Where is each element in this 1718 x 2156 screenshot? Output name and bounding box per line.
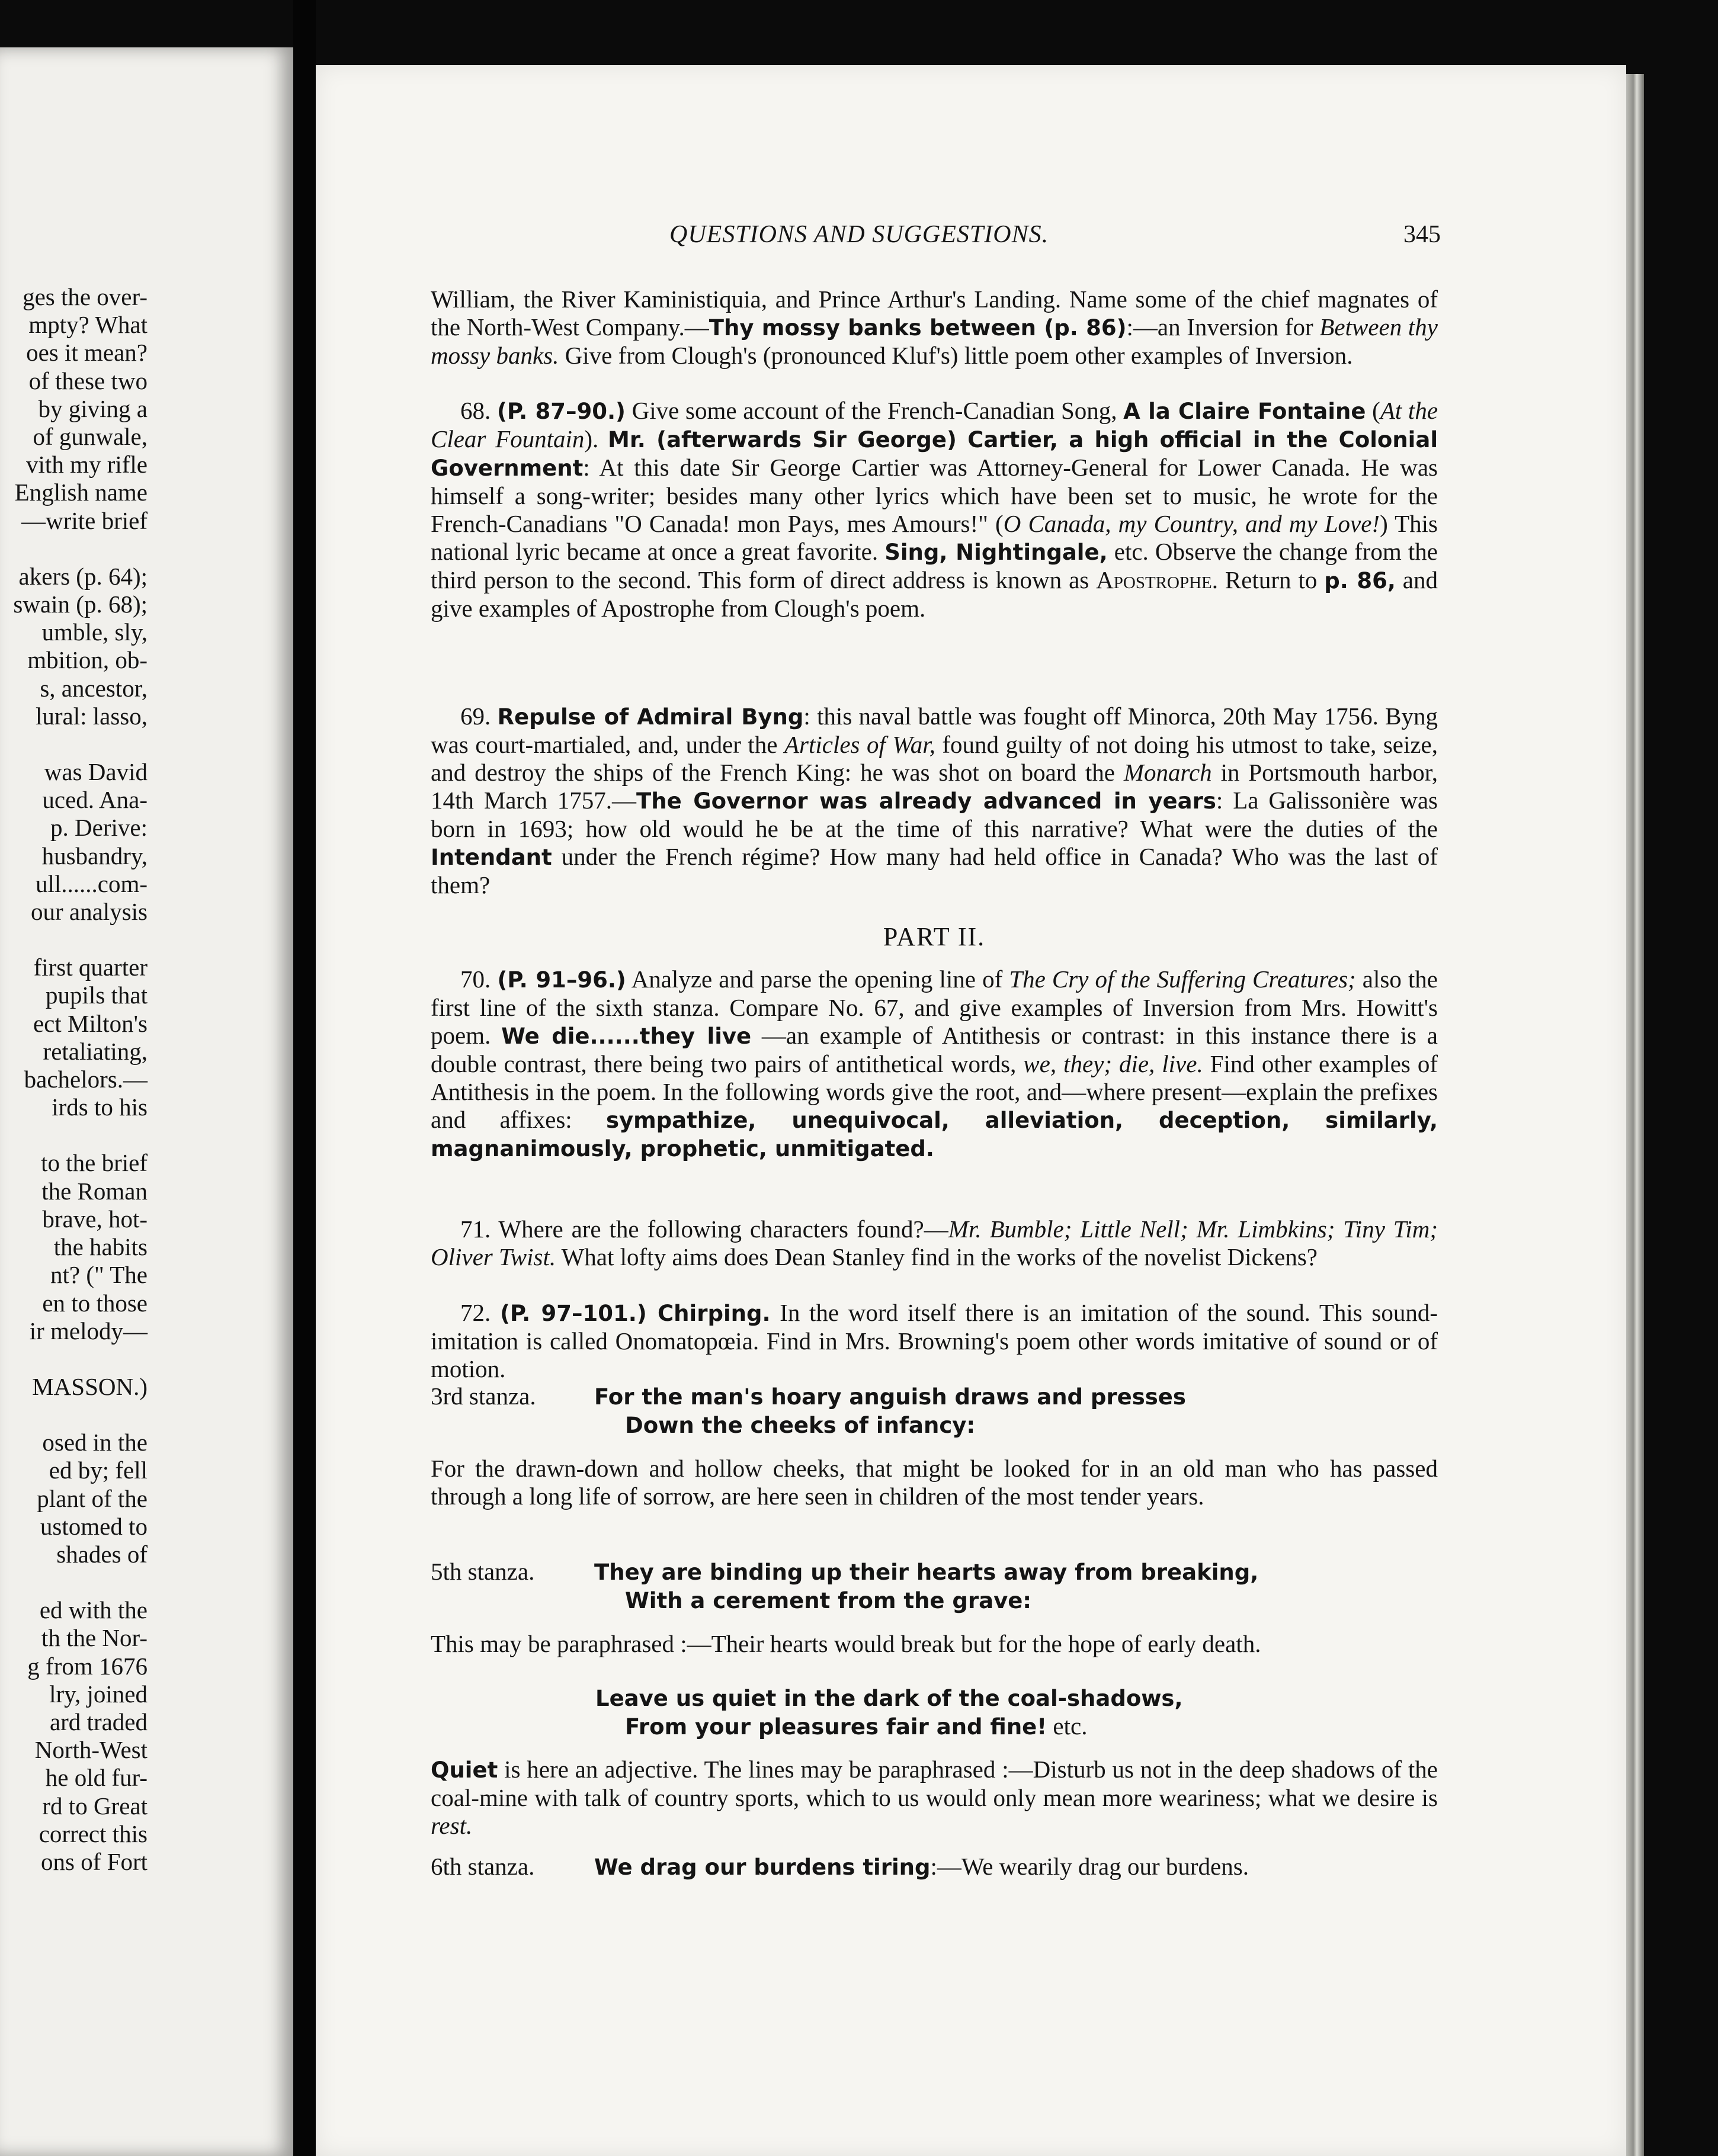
left-page-gap: [0, 926, 148, 954]
left-page-line: vith my rifle: [26, 451, 148, 479]
paragraph-69: [431, 702, 1438, 899]
left-page-line: ed with the: [39, 1596, 148, 1624]
left-page-line: he old fur-: [45, 1764, 148, 1792]
left-page-line: mbition, ob-: [27, 646, 148, 674]
left-page-line: pupils that: [46, 981, 148, 1009]
left-page-line: oes it mean?: [26, 339, 148, 367]
text-span: —an example of Antithesis or contrast: in this instance there is a double contrast, there being two pairs of antithetical words,: [431, 1022, 1438, 1077]
stanza-6: [431, 1853, 1438, 1881]
left-page-line: ect Milton's: [33, 1009, 148, 1037]
left-page-line: ges the over-: [23, 283, 148, 310]
bold-span: The Governor was already advanced in years: [636, 788, 1216, 814]
paragraph-number: 70.: [460, 965, 498, 993]
left-page-line: uced. Ana-: [42, 786, 148, 814]
left-page-gap: [0, 535, 148, 563]
text-span: : this naval battle was fought off Minorca, 20th May 1756. Byng was court-martialed, and, under the: [431, 702, 1438, 758]
left-page-line: of these two: [28, 367, 148, 394]
text-span: : At this date Sir George Cartier was Attorney-General for Lower Canada. He was himself a song-writer; besides many other lyrics which have been set to music, he wrote for the French-Canadians "O Canada! mon Pays, mes Amours!" (: [431, 454, 1438, 537]
paragraph-number: 72.: [460, 1299, 500, 1326]
text-span: William, the River Kaministiquia, and Prince Arthur's Landing. Name some of the chief magnates of the North-West Company.—: [431, 285, 1438, 341]
text-span: ) This national lyric became at once a great favorite.: [431, 510, 1438, 565]
left-page-text-fragments: [0, 283, 148, 1876]
paragraph-70: [431, 965, 1438, 1163]
book-gutter: [293, 0, 316, 2156]
left-page-gap: [0, 1401, 148, 1429]
part-heading: PART II.: [883, 922, 986, 951]
stanza-3-quote: [431, 1382, 1438, 1439]
paragraph-number: 69.: [460, 702, 498, 730]
bold-span: Quiet: [431, 1757, 498, 1783]
bold-span: (P. 91–96.): [497, 967, 626, 993]
left-page-line: nt? (" The: [50, 1261, 148, 1289]
italic-span: O Canada, my Country, and my Love!: [1003, 510, 1380, 537]
text-span: :—We wearily drag our burdens.: [930, 1853, 1249, 1880]
small-caps-span: Apostrophe.: [1096, 566, 1219, 593]
bold-span: We die......they live: [501, 1024, 752, 1049]
text-span: found guilty of not doing his utmost to take, seize, and destroy the ships of the French King: he was shot on board the: [431, 731, 1438, 786]
stanza-5-quote: [431, 1558, 1438, 1615]
italic-span: we, they; die, live.: [1023, 1050, 1203, 1077]
verse-line: They are binding up their hearts away from breaking,: [594, 1560, 1259, 1585]
paragraph-71: [431, 1215, 1438, 1271]
left-page-line: MASSON.): [32, 1372, 148, 1400]
left-page-line: English name: [14, 479, 148, 506]
text-span: and give examples of Apostrophe from Clough's poem.: [431, 566, 1438, 622]
left-page-line: brave, hot-: [42, 1205, 148, 1233]
left-page-gap: [0, 730, 148, 758]
bold-span: Repulse of Admiral Byng: [497, 704, 804, 730]
left-page-line: ons of Fort: [41, 1847, 148, 1875]
left-page-line: plant of the: [37, 1484, 148, 1512]
bold-span: Thy mossy banks between (p. 86): [709, 315, 1127, 341]
left-page-line: ir melody—: [29, 1317, 148, 1345]
left-page-line: lural: lasso,: [35, 702, 148, 730]
text-span: Analyze and parse the opening line of: [626, 965, 1009, 993]
left-page-line: North-West: [34, 1736, 148, 1764]
text-span: Where are the following characters found?—: [498, 1215, 948, 1243]
page-header: [669, 220, 1441, 250]
left-page-line: ed by; fell: [49, 1456, 148, 1484]
left-page-line: bachelors.—: [24, 1066, 148, 1093]
left-page-line: our analysis: [31, 898, 148, 926]
left-facing-page: [0, 47, 293, 2156]
bold-span: p. 86,: [1324, 568, 1396, 593]
verse-line: Leave us quiet in the dark of the coal-shadows,: [595, 1686, 1183, 1711]
stanza-label: 3rd stanza.: [431, 1382, 536, 1410]
paragraph-67-continued: [431, 285, 1438, 370]
bold-span: A la Claire Fontaine: [1123, 399, 1366, 424]
italic-span: At the Clear Fountain: [431, 397, 1438, 453]
paragraph-number: 71.: [460, 1215, 499, 1243]
text-span: also the first line of the sixth stanza. Compare No. 67, and give examples of Inversion from Mrs. Howitt's poem.: [431, 965, 1438, 1049]
italic-span: Monarch: [1123, 759, 1212, 786]
left-page-line: g from 1676: [27, 1652, 148, 1680]
text-span: Return to: [1218, 566, 1325, 593]
etc-text: etc.: [1047, 1712, 1088, 1740]
left-page-line: rd to Great: [42, 1792, 148, 1820]
text-span: in Portsmouth harbor, 14th March 1757.—: [431, 759, 1438, 814]
running-title: QUESTIONS AND SUGGESTIONS.: [669, 221, 1049, 248]
text-span: Give some account of the French-Canadian Song,: [625, 397, 1124, 424]
verse-line: For the man's hoary anguish draws and presses: [594, 1384, 1186, 1410]
left-page-line: swain (p. 68);: [13, 591, 148, 618]
left-page-line: retaliating,: [43, 1037, 148, 1065]
paragraph-68: [431, 397, 1438, 623]
text-span: Give from Clough's (pronounced Kluf's) little poem other examples of Inversion.: [559, 342, 1353, 369]
left-page-line: first quarter: [33, 954, 148, 981]
text-span: under the French régime? How many had held office in Canada? Who was the last of them?: [431, 843, 1438, 899]
text-span: :—an Inversion for: [1126, 313, 1320, 341]
bold-span: Mr. (afterwards Sir George) Cartier, a high official in the Colonial Government: [431, 427, 1438, 481]
stanza-label: 6th stanza.: [431, 1853, 535, 1880]
left-page-line: p. Derive:: [50, 814, 148, 842]
verse-line: From your pleasures fair and fine!: [625, 1714, 1047, 1740]
text-span: In the word itself there is an imitation of the sound. This sound-imitation is called Onomatopœia. Find in Mrs. Browning's poem other words imitative of sound or of motion.: [431, 1299, 1438, 1382]
text-span: (: [1366, 397, 1380, 424]
left-page-line: irds to his: [52, 1093, 148, 1121]
left-page-gap: [0, 1345, 148, 1373]
text-span: What lofty aims does Dean Stanley find in the works of the novelist Dickens?: [556, 1243, 1318, 1270]
left-page-line: ull......com-: [35, 870, 148, 897]
left-page-line: th the Nor-: [41, 1624, 148, 1652]
verse-line: We drag our burdens tiring: [594, 1855, 931, 1880]
italic-span: The Cry of the Suffering Creatures;: [1009, 965, 1356, 993]
italic-span: Articles of War,: [784, 731, 935, 758]
paragraph-72: [431, 1299, 1438, 1383]
bold-span: (P. 97–101.) Chirping.: [499, 1301, 771, 1326]
bold-span: sympathize, unequivocal, alleviation, deception, similarly, magnanimously, prophetic, unmitigated.: [431, 1108, 1438, 1162]
left-page-line: by giving a: [38, 394, 148, 422]
bold-span: Intendant: [431, 845, 552, 870]
italic-span: Mr. Bumble; Little Nell; Mr. Limbkins; Tiny Tim; Oliver Twist.: [431, 1215, 1438, 1270]
left-page-line: shades of: [56, 1540, 148, 1568]
verse-line: Down the cheeks of infancy:: [625, 1413, 976, 1438]
page-edge: [1626, 74, 1644, 2156]
text-span: ).: [584, 425, 608, 453]
left-page-line: husbandry,: [41, 842, 148, 870]
italic-span: Between thy mossy banks.: [431, 313, 1438, 369]
verse-line: With a cerement from the grave:: [625, 1588, 1032, 1613]
left-page-line: akers (p. 64);: [18, 562, 148, 590]
stanza-label: 5th stanza.: [431, 1558, 535, 1585]
stanza-5-quote-2: [431, 1685, 1438, 1741]
text-span: etc. Observe the change from the third person to the second. This form of direct address is known as: [431, 538, 1438, 593]
left-page-line: mpty? What: [28, 311, 148, 339]
stanza-5-note: [431, 1630, 1438, 1658]
left-page-line: en to those: [42, 1289, 148, 1317]
left-page-line: —write brief: [21, 506, 148, 534]
note-text: For the drawn-down and hollow cheeks, that might be looked for in an old man who has passed through a long life of sorrow, are here seen in children of the most tender years.: [431, 1455, 1438, 1510]
bold-span: Sing, Nightingale,: [884, 540, 1108, 565]
note-text: This may be paraphrased :—Their hearts would break but for the hope of early death.: [431, 1630, 1261, 1657]
left-page-line: to the brief: [41, 1149, 148, 1177]
bold-span: (P. 87–90.): [496, 399, 626, 424]
page-number: 345: [1403, 221, 1441, 248]
left-page-line: umble, sly,: [41, 618, 148, 646]
text-span: : La Galissonière was born in 1693; how old would he be at the time of this narrative? What were the duties of the: [431, 787, 1438, 842]
left-page-line: the Roman: [41, 1177, 148, 1205]
left-page-line: of gunwale,: [33, 423, 148, 451]
left-page-gap: [0, 1568, 148, 1596]
left-page-line: the habits: [53, 1233, 148, 1261]
left-page-line: osed in the: [42, 1429, 148, 1456]
left-page-line: ustomed to: [40, 1512, 148, 1540]
left-page-line: ard traded: [49, 1708, 148, 1735]
text-span: is here an adjective. The lines may be paraphrased :—Disturb us not in the deep shadows of the coal-mine with talk of country sports, which to us would only mean more weariness; what we desire is: [431, 1756, 1438, 1811]
stanza-3-note: [431, 1455, 1438, 1510]
left-page-gap: [0, 1121, 148, 1149]
text-span: Find other examples of Antithesis in the poem. In the following words give the root, and—where present—explain the prefixes and affixes:: [431, 1050, 1438, 1133]
italic-span: rest.: [431, 1812, 473, 1839]
paragraph-number: 68.: [460, 397, 497, 424]
left-page-line: was David: [44, 758, 148, 786]
left-page-line: s, ancestor,: [40, 674, 148, 702]
left-page-line: lry, joined: [49, 1680, 148, 1708]
quiet-note: [431, 1756, 1438, 1840]
left-page-line: correct this: [39, 1820, 148, 1847]
